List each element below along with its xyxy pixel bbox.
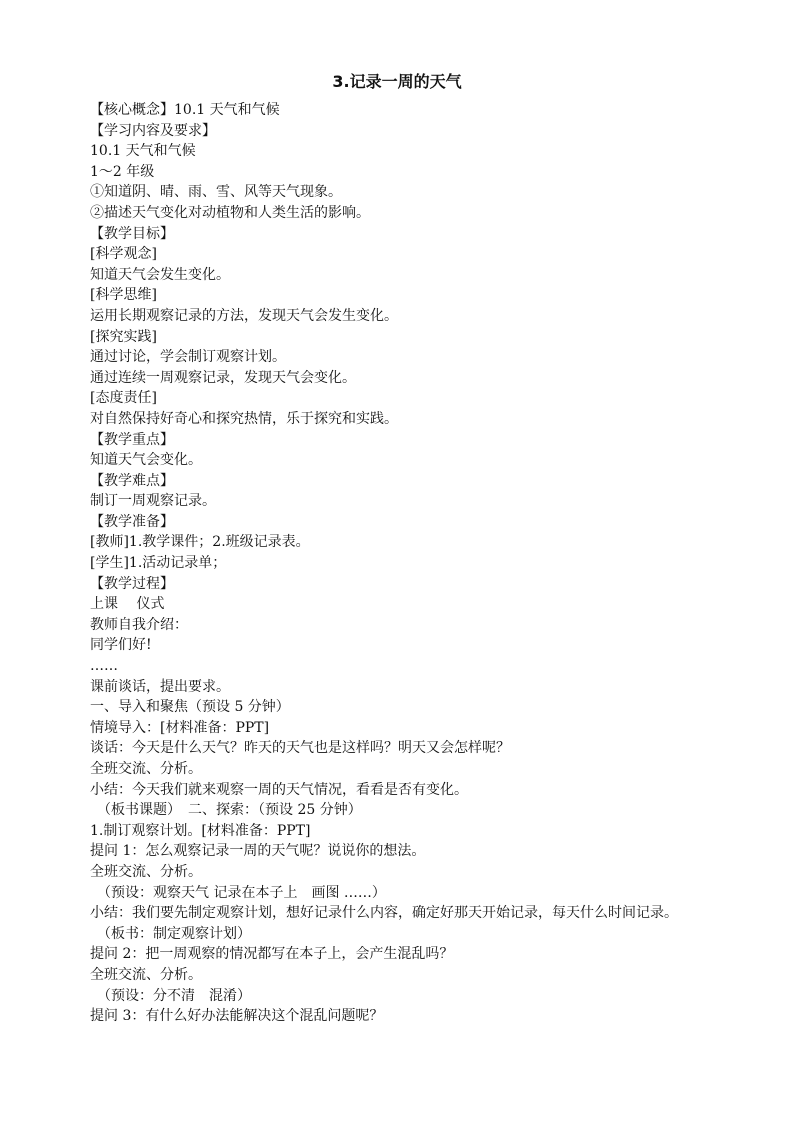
text-line: 知道天气会发生变化。 [90, 266, 230, 283]
text-line: [科学观念] [90, 246, 157, 263]
text-line: 全班交流、分析。 [90, 863, 202, 880]
text-line: （预设：观察天气 记录在本子上 画图 ……） [97, 884, 386, 901]
text-line: 10.1 天气和气候 [90, 143, 196, 160]
text-line: 提问 2：把一周观察的情况都写在本子上，会产生混乱吗？ [90, 946, 454, 963]
text-line: （板书课题） 二、探索：（预设 25 分钟） [97, 802, 362, 819]
text-line: 通过讨论，学会制订观察计划。 [90, 349, 286, 366]
text-line: 小结：我们要先制定观察计划，想好记录什么内容，确定好那天开始记录，每天什么时间记录。 [90, 905, 678, 922]
text-line: 上课 仪式 [90, 596, 165, 613]
text-line: 【学习内容及要求】 [90, 122, 216, 139]
text-line: 课前谈话，提出要求。 [90, 678, 230, 695]
text-line: 教师自我介绍： [90, 616, 188, 633]
text-line: …… [90, 658, 118, 675]
text-line: [探究实践] [90, 328, 157, 345]
text-line: 【教学目标】 [90, 225, 174, 242]
text-line: 【教学准备】 [90, 513, 174, 530]
text-line: 通过连续一周观察记录，发现天气会变化。 [90, 369, 356, 386]
document-body [61, 100, 741, 1027]
text-line: 【核心概念】10.1 天气和气候 [90, 102, 280, 118]
text-line: 同学们好! [90, 637, 152, 654]
text-line: [科学思维] [90, 287, 157, 304]
text-line: ②描述天气变化对动植物和人类生活的影响。 [90, 204, 370, 221]
text-line: ①知道阴、晴、雨、雪、风等天气现象。 [90, 184, 342, 201]
text-line: 全班交流、分析。 [90, 761, 202, 777]
text-line: 运用长期观察记录的方法，发现天气会发生变化。 [90, 307, 398, 324]
text-line: 【教学重点】 [90, 431, 174, 448]
text-line: 【教学过程】 [90, 575, 174, 592]
text-line: 1.制订观察计划。[材料准备：PPT] [90, 822, 311, 839]
text-line: 制订一周观察记录。 [90, 493, 216, 510]
text-line: [学生]1.活动记录单； [90, 555, 227, 572]
text-line: 提问 3：有什么好办法能解决这个混乱问题呢？ [90, 1008, 384, 1025]
text-line: （预设：分不清 混淆） [97, 987, 251, 1004]
text-line: [态度责任] [90, 390, 157, 407]
document-title: 3.记录一周的天气 [332, 72, 462, 91]
text-line: 全班交流、分析。 [90, 966, 202, 983]
text-line: 一、导入和聚焦（预设 5 分钟） [90, 699, 290, 716]
text-line: （板书：制定观察计划） [97, 925, 251, 942]
text-line: [教师]1.教学课件；2.班级记录表。 [90, 534, 310, 551]
text-line: 小结：今天我们就来观察一周的天气情况，看看是否有变化。 [90, 781, 468, 798]
text-line: 【教学难点】 [90, 472, 174, 489]
text-line: 1～2 年级 [90, 163, 155, 180]
text-line: 对自然保持好奇心和探究热情，乐于探究和实践。 [90, 410, 398, 427]
text-line: 知道天气会变化。 [90, 452, 202, 469]
text-line: 谈话：今天是什么天气？昨天的天气也是这样吗？明天又会怎样呢？ [90, 740, 510, 757]
text-line: 提问 1：怎么观察记录一周的天气呢？说说你的想法。 [90, 843, 426, 860]
text-line: 情境导入：[材料准备：PPT] [90, 719, 270, 736]
